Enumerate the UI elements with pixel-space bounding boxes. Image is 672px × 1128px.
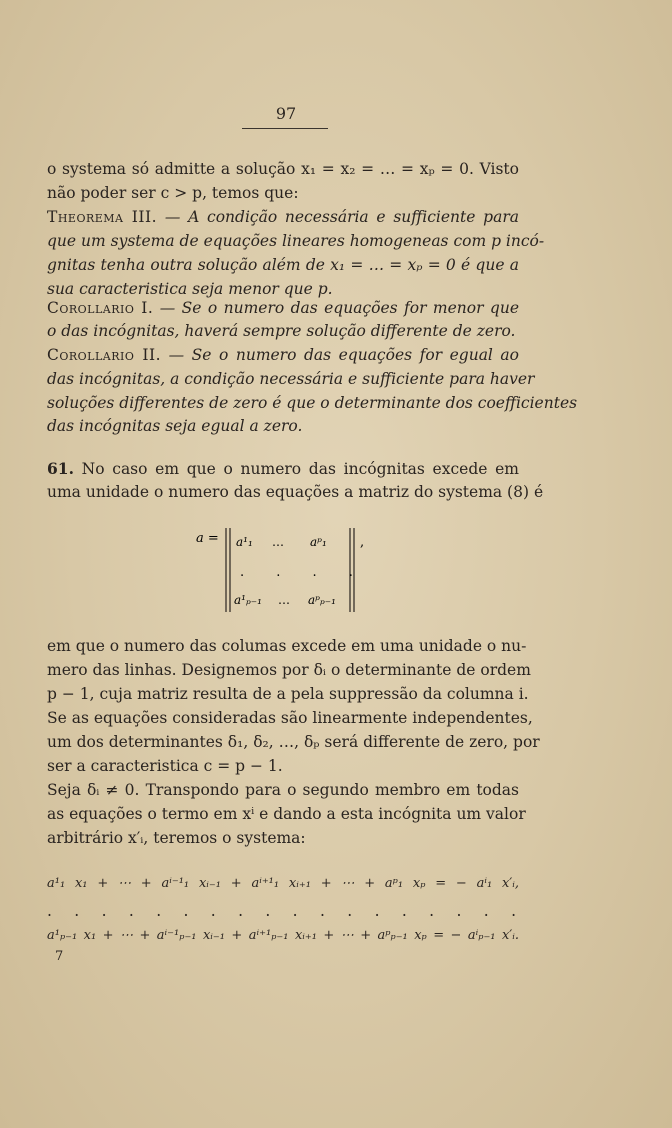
matrix-cell: a¹₁ xyxy=(236,535,253,549)
text-line: o systema só admitte a solução x₁ = x₂ = … = xₚ = 0. Visto xyxy=(47,160,519,178)
corollary-text: — Se o numero das equações for menor que xyxy=(153,299,519,317)
section-number: 61. xyxy=(47,459,74,478)
corollary-text: — Se o numero das equações for egual ao xyxy=(161,346,519,364)
signature-mark: 7 xyxy=(55,949,64,964)
corollary-line xyxy=(47,346,519,364)
theorem-label: Theorema III. xyxy=(47,208,158,226)
text-line: ser a caracteristica c = p − 1. xyxy=(47,757,283,775)
equation-line: a¹ₚ₋₁ x₁ + ⋯ + aⁱ⁻¹ₚ₋₁ xᵢ₋₁ + aⁱ⁺¹ₚ₋₁ xᵢ₊₁ + ⋯ + aᵖₚ₋₁ xₚ = − aⁱₚ₋₁ x′ᵢ. xyxy=(47,928,519,943)
section-text: No caso em que o numero das incógnitas excede em xyxy=(73,460,519,478)
matrix-trailing-comma: , xyxy=(360,535,365,550)
theorem-text: — A condição necessária e sufficiente para xyxy=(157,208,519,226)
text-line: das incógnitas seja egual a zero. xyxy=(47,417,303,435)
coefficient-matrix xyxy=(180,524,400,616)
equation-dots: . . . . . . . . . . . . . . . . . . xyxy=(47,902,519,920)
theorem-line xyxy=(47,208,519,226)
text-line: p − 1, cuja matriz resulta de a pela suppressão da columna i. xyxy=(47,685,529,703)
matrix-cell: aᵖ₁ xyxy=(310,535,327,549)
section-line xyxy=(47,459,519,478)
text-line: uma unidade o numero das equações a matriz do systema (8) é xyxy=(47,483,544,501)
text-line: sua caracteristica seja menor que p. xyxy=(47,280,333,298)
text-line: um dos determinantes δ₁, δ₂, …, δₚ será differente de zero, por xyxy=(47,733,540,751)
corollary-label: Corollario II. xyxy=(47,346,162,364)
text-line: as equações o termo em xⁱ e dando a esta incógnita um valor xyxy=(47,805,526,823)
text-line: em que o numero das columas excede em uma unidade o nu- xyxy=(47,637,527,655)
matrix-cell: … xyxy=(272,535,284,549)
text-line: das incógnitas, a condição necessária e sufficiente para haver xyxy=(47,370,535,388)
text-line: soluções differentes de zero é que o determinante dos coefficientes xyxy=(47,394,578,412)
matrix-cell: a¹ₚ₋₁ xyxy=(234,593,262,607)
text-line: o das incógnitas, haverá sempre solução differente de zero. xyxy=(47,322,516,340)
corollary-label: Corollario I. xyxy=(47,299,154,317)
text-line: mero das linhas. Designemos por δᵢ o determinante de ordem xyxy=(47,661,531,679)
text-line: Seja δᵢ ≠ 0. Transpondo para o segundo membro em todas xyxy=(47,781,519,799)
header-rule xyxy=(242,128,328,129)
text-line: arbitrário x′ᵢ, teremos o systema: xyxy=(47,829,306,847)
corollary-line xyxy=(47,299,519,317)
equation-line: a¹₁ x₁ + ⋯ + aⁱ⁻¹₁ xᵢ₋₁ + aⁱ⁺¹₁ xᵢ₊₁ + ⋯ + aᵖ₁ xₚ = − aⁱ₁ x′ᵢ, xyxy=(47,876,519,891)
matrix-lhs: a = xyxy=(196,531,219,546)
matrix-cell: aᵖₚ₋₁ xyxy=(308,593,336,607)
text-line: gnitas tenha outra solução além de x₁ = … = xₚ = 0 é que a xyxy=(47,256,519,274)
text-line: Se as equações consideradas são linearmente independentes, xyxy=(47,709,533,727)
matrix-dots: . . . . xyxy=(240,565,367,580)
text-line: não poder ser c > p, temos que: xyxy=(47,184,299,202)
page-number: 97 xyxy=(275,104,297,123)
text-line: que um systema de equações lineares homogeneas com p incó- xyxy=(47,232,545,250)
matrix-cell: … xyxy=(278,593,290,607)
